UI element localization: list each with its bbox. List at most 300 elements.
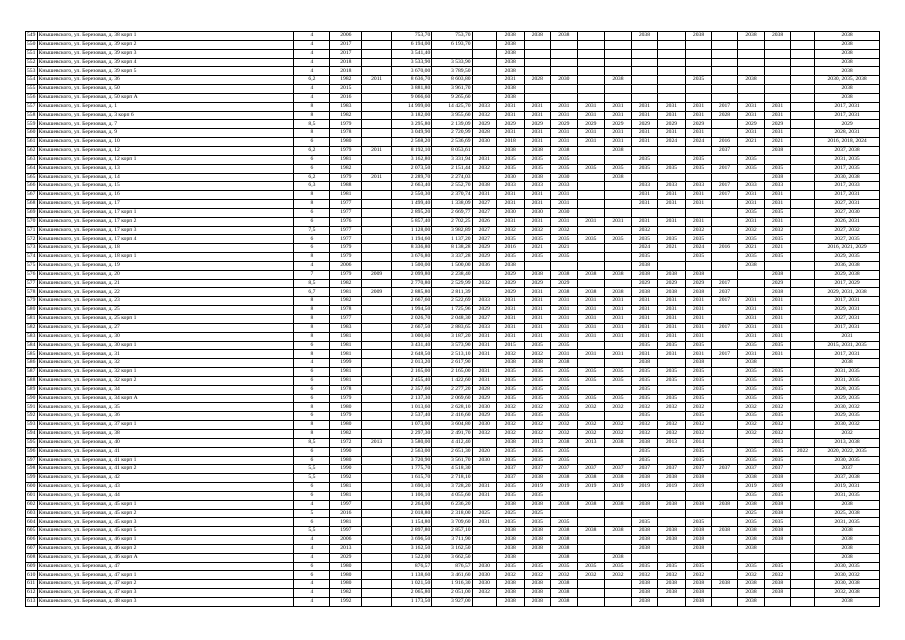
table-cell: 2 536,69 (432, 138, 472, 147)
table-cell (765, 40, 790, 49)
table-cell (472, 474, 496, 483)
table-cell: 2038 (631, 288, 658, 297)
table-cell: 3 728,20 (432, 483, 472, 492)
address-cell: Кнышевского, ул. Березовая, д. 39 корп 5 (37, 67, 294, 76)
table-row (26, 518, 880, 527)
table-cell (790, 315, 814, 324)
row-number-cell: 571 (26, 226, 38, 235)
table-cell: 2035 (737, 368, 765, 377)
table-cell: 2035 (524, 447, 551, 456)
table-cell: 2031 (765, 323, 790, 332)
table-cell: 2035 (685, 376, 712, 385)
table-row (26, 297, 880, 306)
address-cell: Кнышевского, ул. Березовая, д. 23 (37, 297, 294, 306)
table-cell: 2031 (605, 102, 632, 111)
table-cell: 2031 (496, 200, 524, 209)
table-cell: 2031 (765, 111, 790, 120)
table-cell: 2029 (577, 120, 605, 129)
table-cell: 5,5 (294, 527, 330, 536)
table-cell: 2037 (712, 146, 737, 155)
table-cell: 2032, 2038 (815, 589, 880, 598)
table-cell (605, 182, 632, 191)
table-cell: 2033 (472, 102, 496, 111)
table-cell: 8 (294, 297, 330, 306)
table-cell (790, 491, 814, 500)
table-cell: 2 018,80 (391, 509, 431, 518)
table-cell: 2038 (685, 500, 712, 509)
table-cell (712, 49, 737, 58)
table-cell: 2032 (685, 226, 712, 235)
table-cell: 4 (294, 553, 330, 562)
table-cell (790, 598, 814, 607)
table-cell: 5 857,40 (391, 217, 431, 226)
table-cell: 2033 (685, 182, 712, 191)
address-cell: Кнышевского, ул. Березовая, д. 31 (37, 350, 294, 359)
table-cell: 2031 (765, 217, 790, 226)
table-cell: 3 049,90 (391, 129, 431, 138)
table-cell: 2029 (472, 253, 496, 262)
table-cell (362, 120, 392, 129)
table-cell: 2031 (737, 332, 765, 341)
table-cell: 2013 (362, 438, 392, 447)
table-row (26, 376, 880, 385)
table-cell: 1992 (330, 474, 362, 483)
table-cell: 6 (294, 208, 330, 217)
table-cell: 2031 (765, 332, 790, 341)
table-cell: 2016 (712, 138, 737, 147)
table-cell (605, 385, 632, 394)
table-cell: 2031 (605, 332, 632, 341)
address-cell: Кнышевского, ул. Березовая, д. 45 корп 5 (37, 527, 294, 536)
table-cell: 2032 (765, 403, 790, 412)
table-cell: 2031 (737, 129, 765, 138)
table-cell (362, 580, 392, 589)
table-cell: 2038 (524, 359, 551, 368)
table-cell (362, 279, 392, 288)
table-cell (631, 49, 658, 58)
table-cell: 2031 (658, 111, 686, 120)
table-cell: 2031 (631, 111, 658, 120)
table-cell (605, 447, 632, 456)
table-cell: 2038 (685, 270, 712, 279)
table-cell: 2028 (472, 385, 496, 394)
table-cell: 2038 (712, 580, 737, 589)
table-cell: 2038 (737, 474, 765, 483)
table-cell: 2035 (551, 456, 578, 465)
table-cell: 2 563,00 (391, 447, 431, 456)
table-cell: 1982 (330, 279, 362, 288)
table-cell: 2 883,65 (432, 323, 472, 332)
table-cell (790, 111, 814, 120)
table-row (26, 589, 880, 598)
table-cell: 2 051,00 (432, 589, 472, 598)
table-cell: 1980 (330, 571, 362, 580)
table-cell: 2031 (685, 297, 712, 306)
table-row (26, 235, 880, 244)
table-cell: 876,57 (432, 562, 472, 571)
table-cell: 1990 (330, 447, 362, 456)
table-cell: 8 (294, 111, 330, 120)
table-cell: 2038 (765, 536, 790, 545)
table-cell: 2 702,25 (432, 217, 472, 226)
table-cell: 2011 (362, 146, 392, 155)
table-cell: 2031 (472, 483, 496, 492)
table-cell (737, 49, 765, 58)
table-cell: 2035 (765, 385, 790, 394)
table-cell: 1 013,60 (391, 403, 431, 412)
table-cell: 3 580,00 (391, 438, 431, 447)
table-cell: 2025 (472, 509, 496, 518)
row-number-cell: 554 (26, 76, 38, 85)
table-cell: 2 370,74 (432, 191, 472, 200)
table-cell: 3 541,40 (391, 49, 431, 58)
table-row (26, 306, 880, 315)
table-cell: 2031 (551, 129, 578, 138)
table-cell: 3 711,90 (432, 536, 472, 545)
table-cell (765, 261, 790, 270)
table-cell (712, 518, 737, 527)
table-cell: 4 (294, 49, 330, 58)
table-cell: 2035 (524, 491, 551, 500)
table-row (26, 138, 880, 147)
table-cell: 2019 (551, 483, 578, 492)
table-cell: 2030, 2032 (815, 403, 880, 412)
row-number-cell: 600 (26, 483, 38, 492)
table-cell (577, 518, 605, 527)
table-cell: 2035 (496, 447, 524, 456)
table-row (26, 261, 880, 270)
table-cell: 2035 (577, 368, 605, 377)
address-cell: Кнышевского, ул. Березовая, д. 22 (37, 288, 294, 297)
table-cell (737, 288, 765, 297)
address-cell: Кнышевского, ул. Березовая, д. 41 (37, 447, 294, 456)
row-number-cell: 595 (26, 438, 38, 447)
table-cell: 2035 (737, 385, 765, 394)
table-cell: 2038 (605, 76, 632, 85)
table-cell (362, 403, 392, 412)
table-cell: 2031 (496, 217, 524, 226)
table-cell: 2038 (685, 527, 712, 536)
table-cell (362, 49, 392, 58)
address-cell: Кнышевского, ул. Березовая, д. 44 (37, 491, 294, 500)
table-cell: 2035 (658, 235, 686, 244)
table-body (26, 32, 880, 607)
table-cell: 2033 (524, 182, 551, 191)
table-cell: 2038 (577, 527, 605, 536)
table-cell: 2031 (737, 217, 765, 226)
table-cell (577, 341, 605, 350)
table-cell: 2035 (605, 562, 632, 571)
table-cell: 2027 (472, 226, 496, 235)
table-cell: 2032 (472, 589, 496, 598)
table-cell: 3 955,60 (432, 111, 472, 120)
table-cell (472, 536, 496, 545)
address-cell: Кнышевского, ул. Березовая, д. 17 корп 2 (37, 217, 294, 226)
table-cell: 2038 (765, 32, 790, 41)
table-cell (712, 447, 737, 456)
table-cell: 2031 (472, 350, 496, 359)
table-cell (790, 421, 814, 430)
table-cell: 2032 (685, 571, 712, 580)
table-cell: 2031 (631, 200, 658, 209)
table-cell (362, 297, 392, 306)
table-cell (362, 509, 392, 518)
table-cell: 1 916,30 (432, 580, 472, 589)
table-cell: 2031 (631, 102, 658, 111)
table-cell (712, 40, 737, 49)
table-cell: 2019 (605, 483, 632, 492)
table-row (26, 580, 880, 589)
table-cell: 2037 (605, 465, 632, 474)
table-cell (362, 500, 392, 509)
address-cell: Кнышевского, ул. Березовая, д. 25 корп 1 (37, 315, 294, 324)
table-cell: 2015, 2031, 2035 (815, 341, 880, 350)
table-cell (577, 32, 605, 41)
table-cell: 3 982,89 (432, 226, 472, 235)
table-cell (712, 129, 737, 138)
address-cell: Кнышевского, ул. Березовая, д. 36 (37, 76, 294, 85)
row-number-cell: 573 (26, 244, 38, 253)
table-cell: 3 431,40 (391, 341, 431, 350)
table-cell: 2038 (524, 589, 551, 598)
table-cell: 2029 (737, 120, 765, 129)
table-cell: 2031 (496, 76, 524, 85)
table-cell: 2017, 2033 (815, 182, 880, 191)
housing-table (25, 31, 880, 607)
table-cell: 2032 (496, 429, 524, 438)
address-cell: Кнышевского, ул. Березовая, д. 17 корп 4 (37, 235, 294, 244)
table-cell: 2027 (472, 200, 496, 209)
table-cell: 2031 (765, 191, 790, 200)
table-cell (577, 447, 605, 456)
table-cell (551, 491, 578, 500)
table-cell: 2035 (658, 562, 686, 571)
table-cell: 2017, 2031 (815, 350, 880, 359)
table-cell (712, 474, 737, 483)
table-cell (362, 138, 392, 147)
table-cell: 2035 (685, 456, 712, 465)
table-cell (790, 306, 814, 315)
table-cell: 2027, 2035 (815, 235, 880, 244)
table-cell: 2020 (472, 447, 496, 456)
table-cell (551, 93, 578, 102)
table-cell (790, 518, 814, 527)
row-number-cell: 566 (26, 182, 38, 191)
table-cell: 2 529,99 (432, 279, 472, 288)
table-cell: 2 491,70 (432, 429, 472, 438)
table-row (26, 350, 880, 359)
table-cell: 2030 (551, 173, 578, 182)
table-cell: 2035 (737, 456, 765, 465)
address-cell: Кнышевского, ул. Березовая, д. 17 корп 3 (37, 226, 294, 235)
row-number-cell: 581 (26, 315, 38, 324)
table-cell: 2028, 2035 (815, 385, 880, 394)
table-cell: 2013 (577, 438, 605, 447)
table-cell: 2031 (765, 297, 790, 306)
table-cell (362, 261, 392, 270)
table-cell: 2031 (524, 200, 551, 209)
table-cell: 2035 (551, 253, 578, 262)
table-cell: 2 669,77 (432, 208, 472, 217)
table-cell: 8 (294, 102, 330, 111)
row-number-cell: 598 (26, 465, 38, 474)
table-cell: 4 (294, 536, 330, 545)
table-cell: 2035 (737, 447, 765, 456)
table-cell: 2017 (712, 164, 737, 173)
table-cell: 3 182,00 (391, 111, 431, 120)
table-cell: 8 (294, 332, 330, 341)
table-cell: 2035 (765, 164, 790, 173)
table-cell: 2035 (577, 562, 605, 571)
table-cell: 2032 (737, 403, 765, 412)
table-cell: 2038 (524, 32, 551, 41)
address-cell: Кнышевского, ул. Березовая, д. 50 (37, 85, 294, 94)
table-cell (362, 253, 392, 262)
table-cell: 2031 (658, 332, 686, 341)
table-cell (362, 200, 392, 209)
address-cell: Кнышевского, ул. Березовая, д. 47 (37, 562, 294, 571)
table-cell: 2032 (765, 571, 790, 580)
table-cell (658, 253, 686, 262)
table-cell: 6,7 (294, 288, 330, 297)
table-cell: 6 (294, 562, 330, 571)
table-cell (524, 67, 551, 76)
table-cell: 2 151,44 (432, 164, 472, 173)
table-cell (362, 182, 392, 191)
table-cell: 2 455,40 (391, 376, 431, 385)
table-cell (790, 146, 814, 155)
table-cell: 2038 (524, 598, 551, 607)
table-cell (362, 129, 392, 138)
row-number-cell: 609 (26, 562, 38, 571)
table-cell: 2035 (737, 253, 765, 262)
table-cell (790, 580, 814, 589)
row-number-cell: 590 (26, 394, 38, 403)
table-cell: 2038 (815, 553, 880, 562)
table-cell: 2035 (551, 164, 578, 173)
table-cell: 1 500,00 (391, 261, 431, 270)
table-cell: 2031 (737, 350, 765, 359)
table-cell: 2031 (472, 332, 496, 341)
address-cell: Кнышевского, ул. Березовая, д. 21 (37, 279, 294, 288)
table-cell: 1979 (330, 120, 362, 129)
table-cell: 2 718,10 (432, 474, 472, 483)
table-cell: 2038 (496, 49, 524, 58)
table-cell: 2013, 2038 (815, 438, 880, 447)
table-cell (631, 208, 658, 217)
table-cell: 2031 (605, 217, 632, 226)
table-cell: 2038 (631, 580, 658, 589)
table-cell: 2038 (685, 598, 712, 607)
table-cell (605, 93, 632, 102)
table-cell: 2027, 2030 (815, 208, 880, 217)
table-cell: 2038 (765, 146, 790, 155)
table-cell: 2031 (551, 200, 578, 209)
table-cell (577, 509, 605, 518)
table-cell (658, 208, 686, 217)
table-cell: 2032 (524, 421, 551, 430)
table-cell (685, 173, 712, 182)
table-row (26, 323, 880, 332)
table-cell: 2038 (631, 527, 658, 536)
table-cell: 2038 (496, 58, 524, 67)
address-cell: Кнышевского, ул. Березовая, д. 15 (37, 182, 294, 191)
table-row (26, 146, 880, 155)
table-cell: 2038 (765, 500, 790, 509)
address-cell: Кнышевского, ул. Березовая, д. 45 корп 2 (37, 509, 294, 518)
table-cell: 2038 (551, 288, 578, 297)
table-cell: 2038 (631, 500, 658, 509)
table-cell: 1 106,10 (391, 491, 431, 500)
table-row (26, 341, 880, 350)
table-cell: 2038 (737, 359, 765, 368)
table-cell (737, 270, 765, 279)
table-cell: 2029 (496, 120, 524, 129)
table-cell: 8 053,61 (432, 146, 472, 155)
table-cell: 2032 (631, 571, 658, 580)
table-cell: 2038 (631, 359, 658, 368)
table-row (26, 102, 880, 111)
table-row (26, 40, 880, 49)
table-cell: 2035 (551, 518, 578, 527)
table-cell: 2 277,20 (432, 385, 472, 394)
table-cell: 3 961,70 (432, 85, 472, 94)
table-cell: 2035 (631, 155, 658, 164)
table-cell: 2031 (631, 297, 658, 306)
table-cell (577, 191, 605, 200)
table-cell (362, 465, 392, 474)
table-cell: 8,5 (294, 438, 330, 447)
table-cell: 8 192,10 (391, 146, 431, 155)
table-cell: 2027 (472, 315, 496, 324)
table-cell: 2031 (605, 306, 632, 315)
table-cell (577, 261, 605, 270)
table-cell: 2029 (496, 288, 524, 297)
table-cell: 2032 (631, 421, 658, 430)
table-cell (362, 491, 392, 500)
table-cell: 3 533,90 (391, 58, 431, 67)
table-cell: 2031 (685, 350, 712, 359)
table-cell (765, 553, 790, 562)
table-cell: 2031 (631, 129, 658, 138)
table-cell: 2035 (737, 518, 765, 527)
table-cell: 2038 (551, 474, 578, 483)
table-cell (472, 553, 496, 562)
table-cell (658, 226, 686, 235)
table-cell: 4 (294, 500, 330, 509)
table-cell: 2031 (605, 111, 632, 120)
table-cell: 2021 (737, 138, 765, 147)
table-cell (685, 491, 712, 500)
table-cell: 2031 (551, 217, 578, 226)
table-cell: 2038 (815, 544, 880, 553)
table-cell (658, 385, 686, 394)
table-cell (712, 253, 737, 262)
table-cell: 2035 (685, 341, 712, 350)
table-cell: 2032 (685, 403, 712, 412)
table-cell (712, 598, 737, 607)
table-cell (712, 429, 737, 438)
table-row (26, 93, 880, 102)
table-cell (362, 315, 392, 324)
table-cell (362, 536, 392, 545)
row-number-cell: 593 (26, 421, 38, 430)
table-cell (362, 350, 392, 359)
row-number-cell: 582 (26, 323, 38, 332)
table-cell: 2026, 2031 (815, 217, 880, 226)
table-cell: 4 (294, 40, 330, 49)
table-cell (790, 235, 814, 244)
